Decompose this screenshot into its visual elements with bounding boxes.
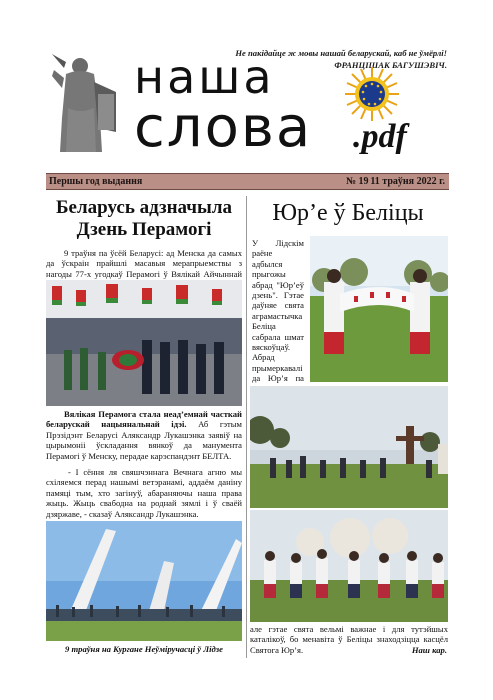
left-caption-bold: Вялікая Перамога стала неад’емнай часткай беларускай нацыянальнай ідэі. [46,409,242,430]
folk-costume-procession-photo [250,510,448,622]
issue-year-label: Першы год выдання [49,176,143,187]
left-headline-line1: Беларусь адзначыла [56,197,232,218]
issue-date: 11 траўня 2022 г. [370,176,445,187]
statue-illustration [42,48,124,156]
issue-number: № 19 [346,176,369,187]
article-signature: Наш кар. [411,645,447,655]
newspaper-title-suffix: .pdf [353,118,407,155]
cross-gathering-photo [250,386,448,508]
issue-strip [46,173,449,190]
motto-quote: Не пакідайце ж мовы нашай беларускай, каб не ўмёрлі! [235,48,447,58]
newspaper-title-word2: слова [134,95,313,160]
column-divider [246,196,247,658]
right-ending-text: але гэтае свята вельмі важнае і для тутэйшых каталікоў, бо менавіта ў Беліцы знаходзіцца касцёл Святога Юр’я. [250,624,448,655]
right-headline: Юр’е ў Беліцы [272,200,424,226]
mound-photo-caption: 9 траўня на Кургане Неўміручасці ў Лідзе [65,644,223,654]
right-intro-text: У Лідскім раёне адбылся прыгожы абрад "Юр’еў дзень". Гэтае даўняе свята аграмастычка Беліца сабрала шмат вяскоўцаў. Абрад прымеркавалі да Юр’я па [252,238,304,384]
sun-logo-icon [344,66,400,122]
mound-of-immortality-photo [46,521,242,641]
left-headline [46,197,242,241]
victory-day-ceremony-photo [46,280,242,406]
left-quote-paragraph: - І сёння ля свяшчэннага Вечнага агню мы схіляемся перад нашымі ветэранамі, аддаём даніну памяці тым, хто загінуў, абараняючы наша права жыць. Жыць свабодна на роднай зямлі і ў сваёй дзяржаве, - сказаў Аляксандр Лукашэнка. [46,467,242,519]
left-headline-line2: Дзень Перамогі [76,219,212,240]
motto-author: ФРАНЦІШАК БАГУШЭВІЧ. [334,60,447,70]
left-caption-paragraph [46,409,242,461]
left-caption-rest: Аб гэтым Прэзідэнт Беларусі Аляксандр Лукашэнка заявіў на цырымоніі ўскладання вянкоў да манумента Перамогі ў Менску, перадае карэспандэнт БЕЛТА. [46,419,242,461]
newspaper-title-word1: наша [134,50,275,104]
masthead [0,0,493,160]
girls-with-towel-photo [310,236,448,382]
left-intro-text: 9 траўня па ўсёй Беларусі: ад Менска да самых да ўскраін прайшлі масавыя мерапрыемствы з нагоды 77-х угодкаў Перамогі ў Вялікай Айчыннай [46,248,242,279]
